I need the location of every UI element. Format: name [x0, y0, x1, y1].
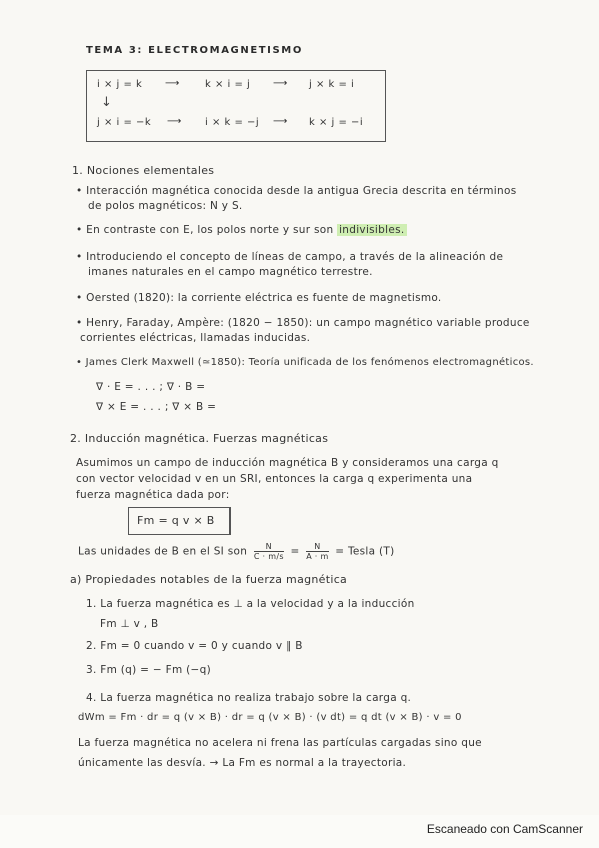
bullet-3-line1: • Introduciendo el concepto de líneas de campo, a través de la alineación de — [76, 251, 504, 263]
scanner-watermark: Escaneado con CamScanner — [426, 822, 583, 836]
unit-fraction-1 — [254, 542, 284, 561]
section-2-heading: 2. Inducción magnética. Fuerzas magnéticas — [70, 432, 329, 445]
property-2: 2. Fm = 0 cuando v = 0 y cuando v ∥ B — [86, 640, 303, 652]
unit-fraction-2 — [306, 542, 328, 561]
unit-fraction-2-num: N — [306, 542, 328, 552]
property-4-line1: 4. La fuerza magnética no realiza trabajo sobre la carga q. — [86, 692, 412, 704]
property-1-line2: Fm ⊥ v , B — [100, 618, 159, 630]
bullet-2 — [76, 224, 407, 236]
arrow-right-icon: ⟶ — [273, 78, 288, 89]
subsection-a-heading: a) Propiedades notables de la fuerza magnética — [70, 573, 348, 586]
unit-fraction-2-den: A · m — [306, 552, 329, 561]
bullet-1-line1: • Interacción magnética conocida desde la antigua Grecia descrita en términos — [76, 185, 517, 197]
bullet-2-text: • En contraste con E, los polos norte y sur son — [76, 224, 338, 236]
units-line: Las unidades de B en el SI son $\frac{N}{C \cdot m/s}$ = $\frac{N}{A \cdot m}$ = Tesla (T) — [78, 542, 395, 561]
bullet-6: • James Clerk Maxwell (≃1850): Teoría unificada de los fenómenos electromagnéticos. — [76, 357, 534, 368]
arrow-right-icon: ⟶ — [273, 116, 288, 127]
maxwell-eq-1: ∇ · E = . . . ; ∇ · B = — [96, 381, 206, 393]
bullet-5-line1: • Henry, Faraday, Ampère: (1820 − 1850): un campo magnético variable produce — [76, 317, 530, 329]
cross-product-box — [86, 70, 386, 142]
bullet-5-line2: corrientes eléctricas, llamadas inducidas. — [80, 332, 311, 344]
cross-product-row2-a: j × i = −k — [97, 117, 152, 128]
paragraph-line1: Asumimos un campo de inducción magnética B y consideramos una carga q — [76, 457, 499, 469]
units-suffix: = Tesla (T) — [335, 545, 395, 558]
property-1-line1: 1. La fuerza magnética es ⊥ a la velocidad y a la inducción — [86, 598, 415, 610]
cross-product-row2-c: k × j = −i — [309, 117, 364, 128]
indivisibles-highlight: indivisibles. — [339, 224, 405, 236]
maxwell-eq-2: ∇ × E = . . . ; ∇ × B = — [96, 401, 217, 413]
bullet-4: • Oersted (1820): la corriente eléctrica es fuente de magnetismo. — [76, 292, 442, 304]
arrow-down-icon: ↓ — [101, 95, 112, 110]
bullet-1-line2: de polos magnéticos: N y S. — [88, 200, 243, 212]
page-title: TEMA 3: ELECTROMAGNETISMO — [86, 45, 303, 56]
cross-product-row1-a: i × j = k — [97, 79, 143, 90]
property-4-line3: La fuerza magnética no acelera ni frena las partículas cargadas sino que — [78, 737, 482, 749]
cross-product-row1-c: j × k = i — [309, 79, 355, 90]
paragraph-line2: con vector velocidad v en un SRI, entonces la carga q experimenta una — [76, 473, 473, 485]
section-1-heading: 1. Nociones elementales — [72, 164, 215, 177]
cross-product-row1-b: k × i = j — [205, 79, 251, 90]
bullet-3-line2: imanes naturales en el campo magnético terrestre. — [88, 266, 373, 278]
lorentz-force-box — [128, 507, 231, 535]
arrow-right-icon: ⟶ — [167, 116, 182, 127]
paragraph-line3: fuerza magnética dada por: — [76, 489, 230, 501]
unit-fraction-1-num: N — [254, 542, 284, 552]
units-prefix: Las unidades de B en el SI son — [78, 545, 248, 558]
cross-product-row2-b: i × k = −j — [205, 117, 260, 128]
lorentz-force-formula: Fm = q v × B — [137, 514, 215, 527]
unit-fraction-1-den: C · m/s — [253, 552, 284, 561]
work-equation: dWm = Fm · dr = q (v × B) · dr = q (v × B) · (v dt) = q dt (v × B) · v = 0 — [78, 712, 462, 723]
property-4-line4: únicamente las desvía. → La Fm es normal a la trayectoria. — [78, 757, 407, 769]
property-3: 3. Fm (q) = − Fm (−q) — [86, 664, 211, 676]
arrow-right-icon: ⟶ — [165, 78, 180, 89]
